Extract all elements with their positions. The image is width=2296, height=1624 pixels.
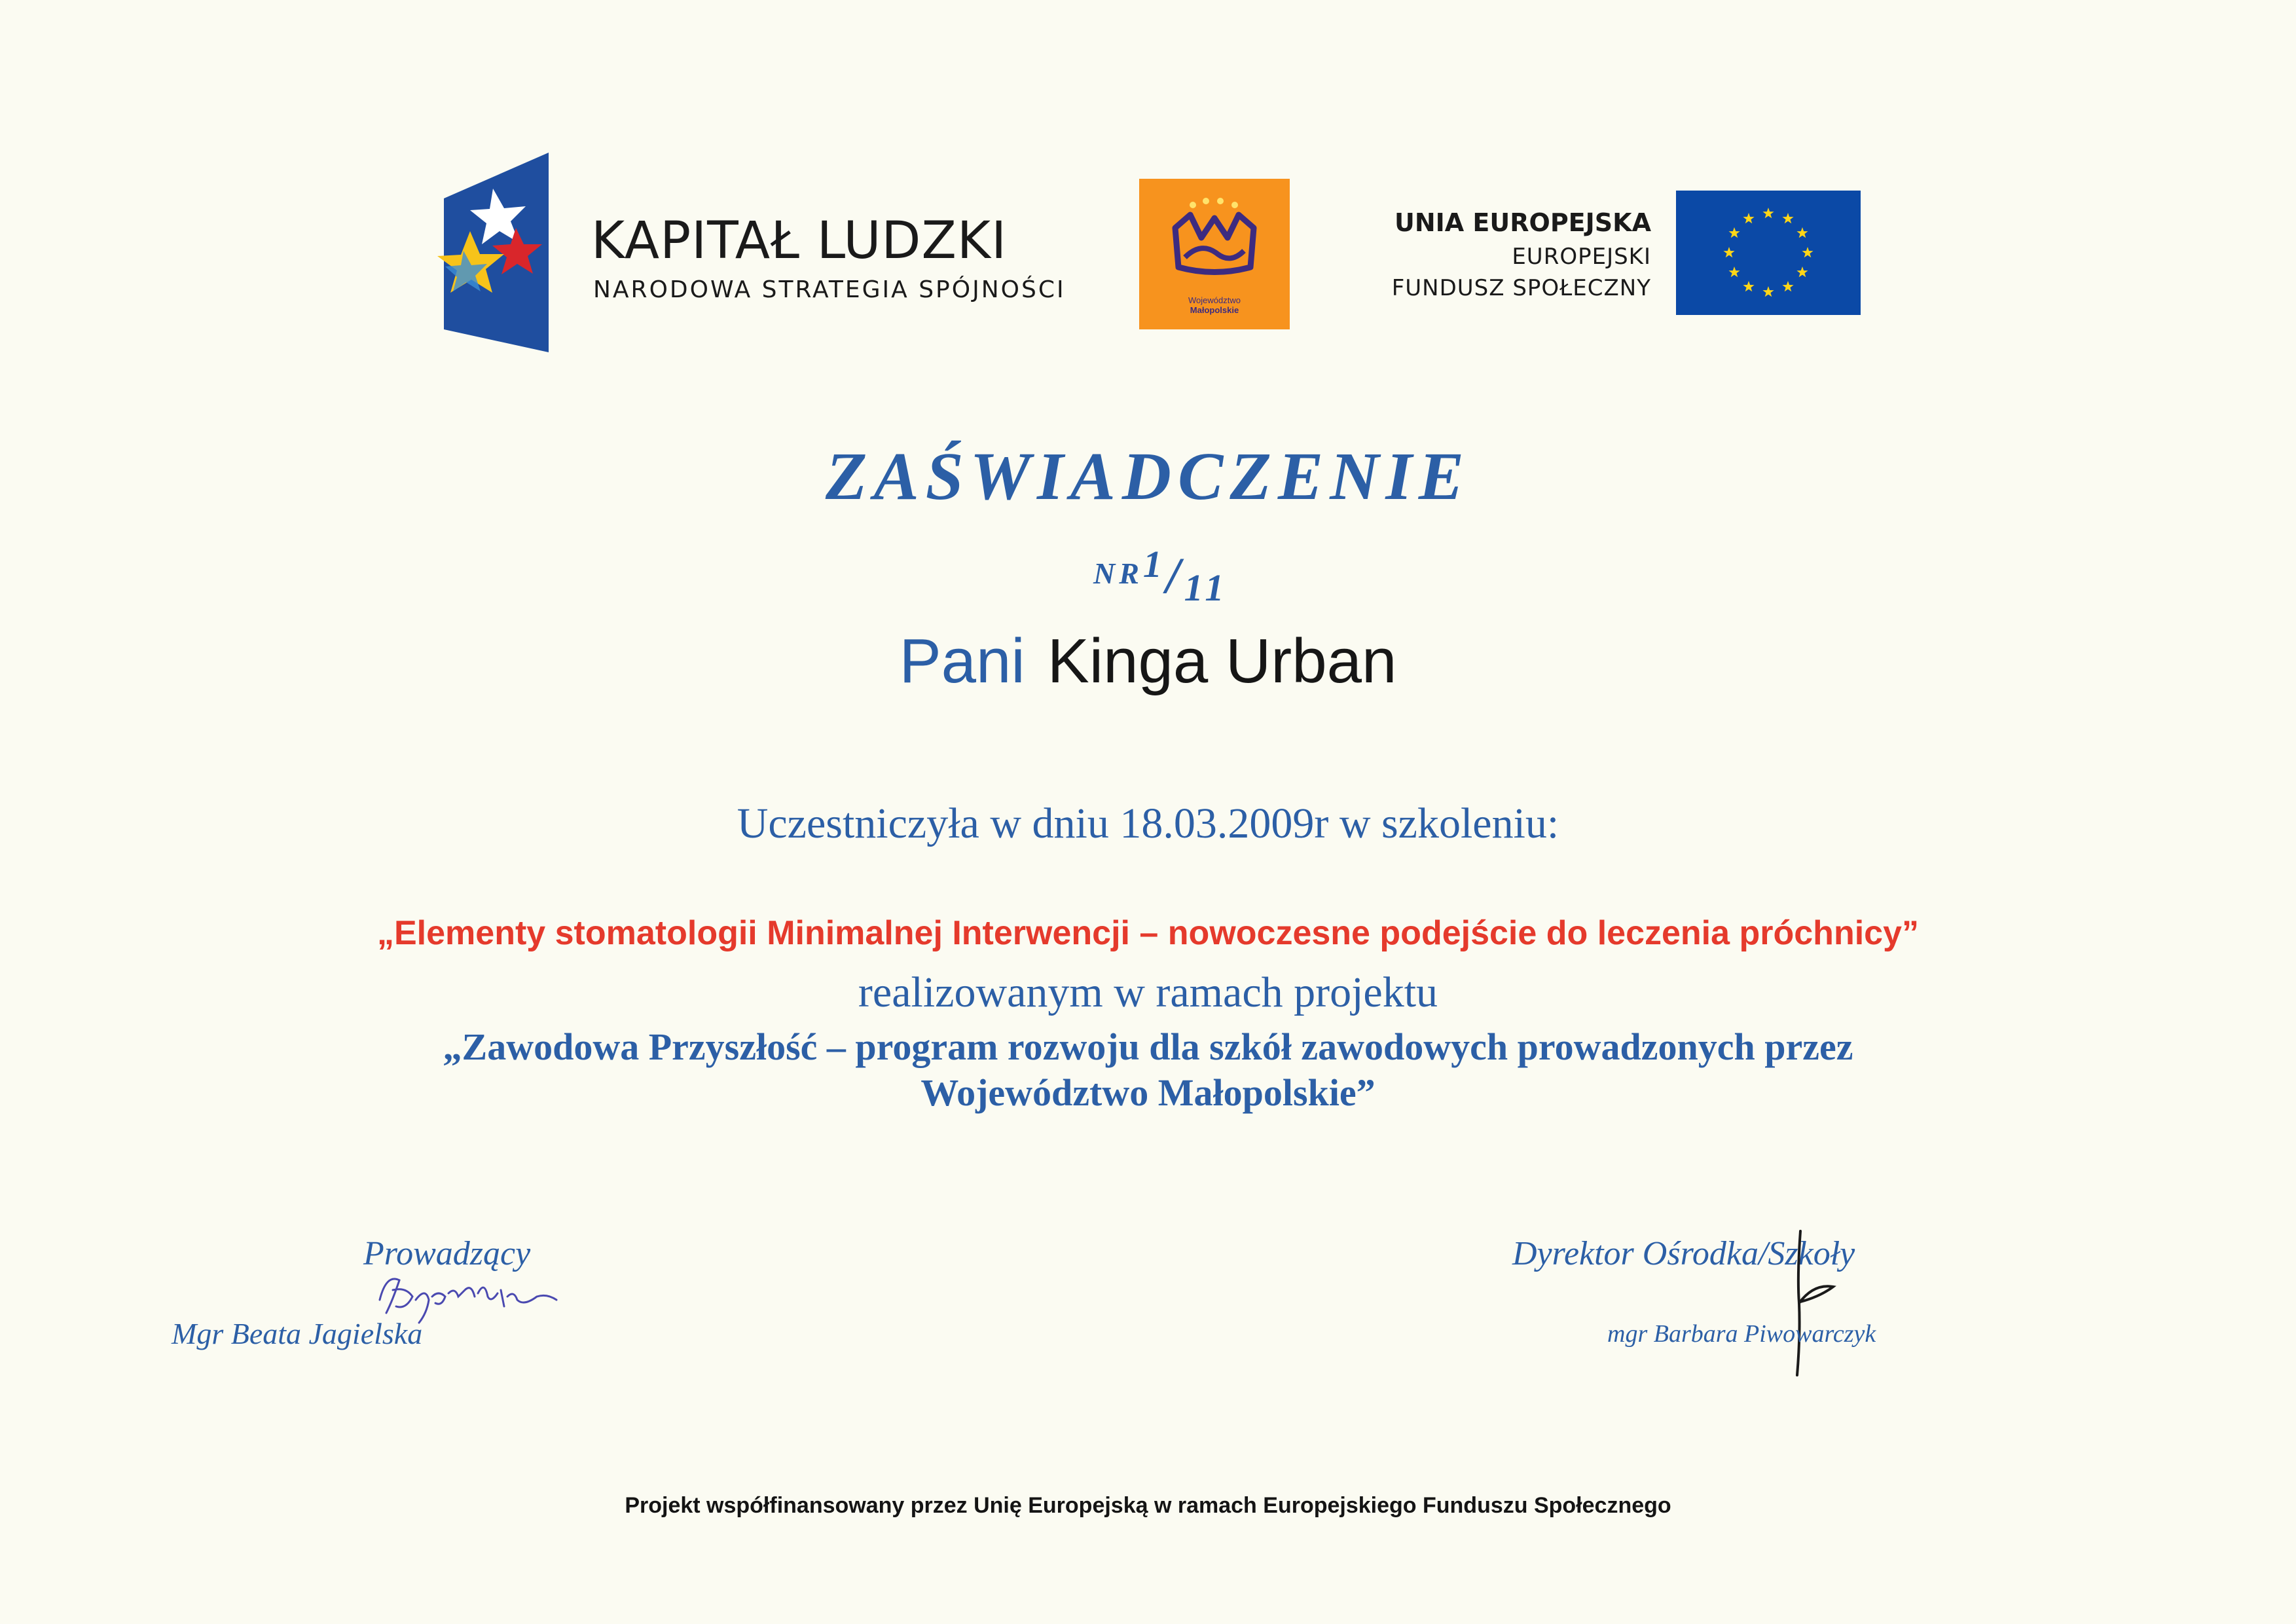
kapital-ludzki-subtitle: NARODOWA STRATEGIA SPÓJNOŚCI: [593, 276, 1066, 303]
eu-line1: UNIA EUROPEJSKA: [1394, 208, 1651, 237]
director-handwritten-signature: [1761, 1225, 1840, 1382]
certificate-number: NR1/11: [1093, 543, 1228, 609]
lead-title: Prowadzący: [363, 1235, 531, 1272]
participation-text: Uczestniczyła w dniu 18.03.2009r w szkoleniu:: [737, 800, 1559, 847]
kapital-ludzki-title: KAPITAŁ LUDZKI: [591, 212, 1008, 270]
kapital-ludzki-flag-logo: [424, 153, 555, 352]
malopolska-text-1: Województwo: [1188, 295, 1241, 305]
training-title: „Elementy stomatologii Minimalnej Interwencji – nowoczesne podejście do leczenia próchnicy”: [376, 914, 1919, 952]
eu-flag-icon: [1676, 191, 1861, 315]
nr-number: 1: [1142, 543, 1166, 585]
document-title: ZAŚWIADCZENIE: [825, 439, 1471, 514]
salutation: Pani: [899, 626, 1025, 696]
eu-line2: EUROPEJSKI: [1512, 244, 1651, 270]
project-name-line2: Województwo Małopolskie”: [920, 1071, 1376, 1114]
realized-text: realizowanym w ramach projektu: [858, 969, 1438, 1016]
lead-name: Mgr Beata Jagielska: [172, 1317, 423, 1350]
director-name: mgr Barbara Piwowarczyk: [1607, 1320, 1876, 1348]
director-title: Dyrektor Ośrodka/Szkoły: [1512, 1235, 1855, 1272]
footer-note: Projekt współfinansowany przez Unię Europejską w ramach Europejskiego Funduszu Społecznego: [625, 1493, 1671, 1518]
recipient-name: Kinga Urban: [1047, 626, 1397, 696]
recipient: [0, 625, 2296, 697]
nr-year: 11: [1184, 566, 1228, 609]
nr-prefix: NR: [1093, 557, 1143, 590]
project-name-line1: „Zawodowa Przyszłość – program rozwoju dla szkół zawodowych prowadzonych przez: [443, 1025, 1853, 1068]
malopolska-text-2: Małopolskie: [1190, 305, 1239, 315]
eu-line3: FUNDUSZ SPOŁECZNY: [1391, 275, 1651, 301]
wojewodztwo-malopolskie-logo: [1139, 179, 1290, 329]
